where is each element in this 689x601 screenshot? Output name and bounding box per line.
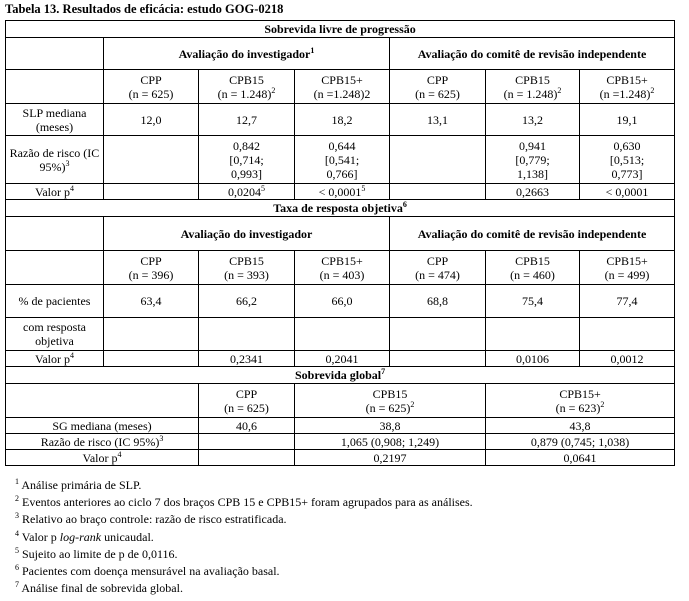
footnote: $^7$ Análise final de sobrevida global. <box>15 580 183 596</box>
value-cell: 13,1 <box>390 104 486 136</box>
value-cell: 1,065 (0,908; 1,249) <box>295 434 486 450</box>
empty-cell <box>6 384 199 418</box>
orr-group-row <box>6 217 675 251</box>
os-hr-row <box>6 434 675 450</box>
orr-committee-header: Avaliação do comitê de revisão independente <box>390 217 675 251</box>
footnote: $^4$ Valor p log-rank unicaudal. <box>15 528 154 544</box>
value-cell: 40,6 <box>199 418 295 434</box>
arm-header: CPB15+ (n = 499) <box>580 251 675 285</box>
value-cell: 38,8 <box>295 418 486 434</box>
value-cell: 66,0 <box>295 285 390 318</box>
arm-header: CPB15 (n = 1.248)$^2$ <box>486 70 580 104</box>
slp-header: Sobrevida livre de progressão <box>6 21 675 38</box>
slp-median-row <box>6 104 675 136</box>
empty-cell <box>199 318 295 351</box>
footnote: $^1$ Análise primária de SLP. <box>15 477 142 492</box>
arm-header: CPB15 (n = 1.248)$^2$ <box>199 70 295 104</box>
empty-cell <box>6 70 104 104</box>
value-cell: 18,2 <box>295 104 390 136</box>
value-cell: < 0,0001 <box>580 184 675 200</box>
value-cell: 0,0106 <box>486 351 580 367</box>
value-cell: 0,2197 <box>295 450 486 466</box>
os-header: Sobrevida global$^7$ <box>6 367 675 384</box>
value-cell: 0,842 [0,714; 0,993] <box>199 136 295 184</box>
empty-cell <box>295 318 390 351</box>
table-title: Tabela 13. Resultados de eficácia: estudo GOG-0218 <box>5 2 284 16</box>
empty-cell <box>104 136 199 184</box>
value-cell: 0,644 [0,541; 0,766] <box>295 136 390 184</box>
empty-cell <box>390 136 486 184</box>
arm-header: CPP (n = 625) <box>390 70 486 104</box>
orr-header: Taxa de resposta objetiva$^6$ <box>6 200 675 217</box>
footnote: $^5$ Sujeito ao limite de p de 0,0116. <box>15 545 178 561</box>
slp-hr-row <box>6 136 675 184</box>
empty-cell <box>390 351 486 367</box>
row-label: Razão de risco (IC 95%)$^3$ <box>6 434 199 450</box>
row-label: Valor $p^4$ <box>6 184 104 200</box>
arm-header: CPB15 (n = 393) <box>199 251 295 285</box>
value-cell: 0,2341 <box>199 351 295 367</box>
orr-p-row <box>6 351 675 367</box>
empty-cell <box>390 318 486 351</box>
value-cell: 0,630 [0,513; 0,773] <box>580 136 675 184</box>
arm-header: CPB15+ (n =1.248)2 <box>295 70 390 104</box>
row-label: % de pacientes <box>6 285 104 318</box>
row-label: Valor $p^4$ <box>6 450 199 466</box>
slp-section-row <box>6 21 675 38</box>
empty-cell <box>104 351 199 367</box>
arm-header: CPB15+ (n = 403) <box>295 251 390 285</box>
os-arms-row <box>6 384 675 418</box>
arm-header: CPP (n = 396) <box>104 251 199 285</box>
orr-rate-row-2 <box>6 318 675 351</box>
slp-arms-row <box>6 70 675 104</box>
value-cell: 12,7 <box>199 104 295 136</box>
orr-arms-row <box>6 251 675 285</box>
value-cell: 0,0641 <box>486 450 675 466</box>
value-cell: 75,4 <box>486 285 580 318</box>
arm-header: CPB15 (n = 460) <box>486 251 580 285</box>
orr-rate-row <box>6 285 675 318</box>
value-cell: 0,2041 <box>295 351 390 367</box>
empty-cell <box>104 318 199 351</box>
arm-header: CPP (n = 474) <box>390 251 486 285</box>
value-cell: 12,0 <box>104 104 199 136</box>
empty-cell <box>6 217 104 251</box>
empty-cell <box>199 434 295 450</box>
empty-cell <box>486 318 580 351</box>
slp-group-row <box>6 38 675 70</box>
value-cell: 66,2 <box>199 285 295 318</box>
footnotes <box>15 477 473 597</box>
efficacy-table <box>5 20 675 466</box>
row-label: SLP mediana (meses) <box>6 104 104 136</box>
value-cell: 77,4 <box>580 285 675 318</box>
slp-committee-header: Avaliação do comitê de revisão independente <box>390 38 675 70</box>
row-label: Valor $p^4$ <box>6 351 104 367</box>
value-cell: 0,0012 <box>580 351 675 367</box>
os-section-row <box>6 367 675 384</box>
arm-header: CPB15+ (n = 623)$^2$ <box>486 384 675 418</box>
slp-p-row <box>6 184 675 200</box>
value-cell: 0,941 [0,779; 1,138] <box>486 136 580 184</box>
footnote: $^2$ Eventos anteriores ao ciclo 7 dos braços CPB 15 e CPB15+ foram agrupados para as análises. <box>15 494 473 510</box>
arm-header: CPB15 (n = 625)$^2$ <box>295 384 486 418</box>
value-cell: 19,1 <box>580 104 675 136</box>
value-cell: 0,2663 <box>486 184 580 200</box>
os-p-row <box>6 450 675 466</box>
empty-cell <box>104 184 199 200</box>
value-cell: 43,8 <box>486 418 675 434</box>
empty-cell <box>6 251 104 285</box>
slp-investigator-header: Avaliação do investigador$^1$ <box>104 38 390 70</box>
value-cell: 13,2 <box>486 104 580 136</box>
empty-cell <box>390 184 486 200</box>
arm-header: CPP (n = 625) <box>104 70 199 104</box>
footnote: $^3$ Relativo ao braço controle: razão de risco estratificada. <box>15 511 287 527</box>
value-cell: < $0,0001^5$ <box>295 184 390 200</box>
orr-section-row <box>6 200 675 217</box>
row-label: Razão de risco (IC 95%)$^3$ <box>6 136 104 184</box>
value-cell: 63,4 <box>104 285 199 318</box>
row-label: SG mediana (meses) <box>6 418 199 434</box>
os-median-row <box>6 418 675 434</box>
empty-cell <box>580 318 675 351</box>
arm-header: CPB15+ (n =1.248)$^2$ <box>580 70 675 104</box>
row-label: com resposta objetiva <box>6 318 104 351</box>
orr-investigator-header: Avaliação do investigador <box>104 217 390 251</box>
empty-cell <box>199 450 295 466</box>
value-cell: 0,879 (0,745; 1,038) <box>486 434 675 450</box>
value-cell: 0,0204$^5$ <box>199 184 295 200</box>
empty-cell <box>6 38 104 70</box>
arm-header: CPP (n = 625) <box>199 384 295 418</box>
footnote: $^6$ Pacientes com doença mensurável na avaliação basal. <box>15 563 280 579</box>
value-cell: 68,8 <box>390 285 486 318</box>
